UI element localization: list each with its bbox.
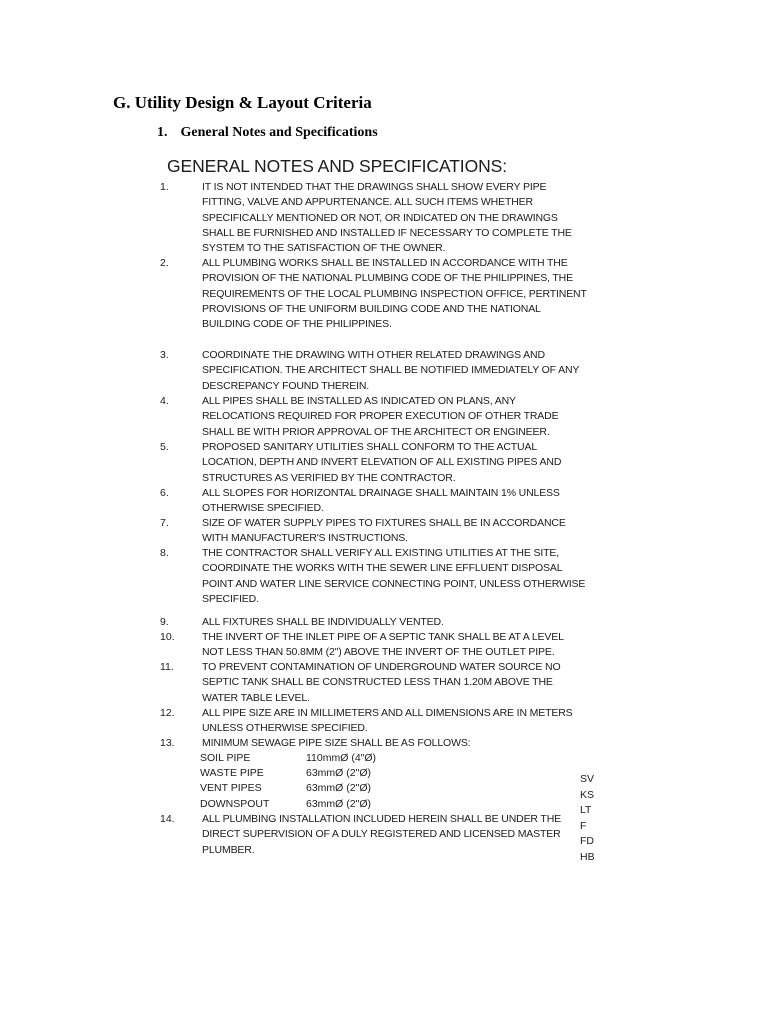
note-number: 4.	[160, 395, 169, 407]
note-number: 6.	[160, 487, 169, 499]
legend-fragment: F	[580, 819, 587, 832]
general-notes-title: GENERAL NOTES AND SPECIFICATIONS:	[167, 156, 507, 176]
note-item	[160, 546, 600, 607]
note-item	[160, 180, 600, 256]
note-text: THE CONTRACTOR SHALL VERIFY ALL EXISTING UTILITIES AT THE SITE, COORDINATE THE WORKS WITH THE SEWER LINE EFFLUENT DISPOSAL POINT AND WATER LINE SERVICE CONNECTING POINT, UNLESS OTHERWISE SPECIFIED.	[202, 547, 586, 605]
pipe-size: 63mmØ (2"Ø)	[306, 767, 371, 780]
note-number: 9.	[160, 616, 169, 628]
note-text: THE INVERT OF THE INLET PIPE OF A SEPTIC TANK SHALL BE AT A LEVEL NOT LESS THAN 50.8MM (2") ABOVE THE INVERT OF THE OUTLET PIPE.	[202, 631, 564, 659]
subsection-number: 1.	[157, 125, 168, 140]
pipe-size-table	[200, 751, 376, 812]
note-number: 8.	[160, 547, 169, 559]
note-item	[160, 516, 600, 547]
note-item	[160, 348, 600, 394]
subsection-heading	[157, 125, 378, 141]
note-text: ALL PLUMBING INSTALLATION INCLUDED HEREIN SHALL BE UNDER THE DIRECT SUPERVISION OF A DULY REGISTERED AND LICENSED MASTER PLUMBER.	[202, 813, 561, 856]
note-number: 14.	[160, 813, 175, 825]
note-number: 10.	[160, 631, 175, 643]
note-text: COORDINATE THE DRAWING WITH OTHER RELATED DRAWINGS AND SPECIFICATION. THE ARCHITECT SHALL BE NOTIFIED IMMEDIATELY OF ANY DESCREPANCY FOUND THEREIN.	[202, 349, 580, 392]
note-text: ALL PIPES SHALL BE INSTALLED AS INDICATED ON PLANS, ANY RELOCATIONS REQUIRED FOR PROPER EXECUTION OF OTHER TRADE SHALL BE WITH PRIOR APPROVAL OF THE ARCHITECT OR ENGINEER.	[202, 395, 559, 438]
note-item	[160, 706, 600, 737]
note-text: ALL PIPE SIZE ARE IN MILLIMETERS AND ALL DIMENSIONS ARE IN METERS UNLESS OTHERWISE SPECIFIED.	[202, 707, 573, 735]
pipe-size-row	[200, 797, 376, 812]
pipe-size: 110mmØ (4"Ø)	[306, 752, 377, 764]
pipe-name: SOIL PIPE	[200, 752, 251, 764]
pipe-name: VENT PIPES	[200, 782, 262, 795]
note-number: 5.	[160, 441, 169, 453]
legend-fragment: KS	[580, 788, 595, 801]
note-item	[160, 394, 600, 440]
pipe-size-row	[200, 766, 376, 781]
note-text: MINIMUM SEWAGE PIPE SIZE SHALL BE AS FOLLOWS:	[202, 737, 471, 749]
legend-fragment: LT	[580, 804, 592, 816]
legend-fragment: SV	[580, 773, 595, 785]
section-heading: G. Utility Design & Layout Criteria	[113, 93, 372, 112]
note-text: ALL PLUMBING WORKS SHALL BE INSTALLED IN ACCORDANCE WITH THE PROVISION OF THE NATIONAL PLUMBING CODE OF THE PHILIPPINES, THE REQUIREMENTS OF THE LOCAL PLUMBING INSPECTION OFFICE, PERTINENT PROVISIONS OF THE UNIFORM BUILDING CODE AND THE NATIONAL BUILDING CODE OF THE PHILIPPINES.	[202, 257, 587, 331]
cropped-legend	[580, 772, 620, 865]
note-number: 7.	[160, 517, 169, 529]
note-text: TO PREVENT CONTAMINATION OF UNDERGROUND WATER SOURCE NO SEPTIC TANK SHALL BE CONSTRUCTED LESS THAN 1.20M ABOVE THE WATER TABLE LEVEL.	[202, 661, 561, 704]
note-text: PROPOSED SANITARY UTILITIES SHALL CONFORM TO THE ACTUAL LOCATION, DEPTH AND INVERT ELEVATION OF ALL EXISTING PIPES AND STRUCTURES AS VERIFIED BY THE CONTRACTOR.	[202, 441, 562, 484]
note-text: SIZE OF WATER SUPPLY PIPES TO FIXTURES SHALL BE IN ACCORDANCE WITH MANUFACTURER'S INSTRUCTIONS.	[202, 517, 566, 545]
note-number: 12.	[160, 707, 175, 719]
pipe-size-row	[200, 751, 376, 766]
note-text: ALL SLOPES FOR HORIZONTAL DRAINAGE SHALL MAINTAIN 1% UNLESS OTHERWISE SPECIFIED.	[202, 487, 560, 515]
note-item	[160, 486, 600, 517]
note-item	[160, 615, 600, 630]
subsection-title: General Notes and Specifications	[180, 125, 378, 140]
note-item	[160, 660, 600, 706]
note-item	[160, 630, 600, 661]
note-number: 2.	[160, 257, 169, 269]
pipe-name: WASTE PIPE	[200, 767, 264, 780]
note-number: 3.	[160, 349, 169, 361]
note-item	[160, 440, 600, 486]
pipe-size: 63mmØ (2"Ø)	[306, 782, 371, 795]
legend-fragment: FD	[580, 835, 594, 847]
note-item	[160, 736, 600, 751]
pipe-name: DOWNSPOUT	[200, 797, 270, 810]
note-text: ALL FIXTURES SHALL BE INDIVIDUALLY VENTED.	[202, 616, 444, 628]
legend-fragment: HB	[580, 850, 595, 863]
note-item	[160, 256, 600, 332]
scanned-notes-image	[160, 152, 760, 872]
note-number: 1.	[160, 181, 169, 193]
note-item	[160, 812, 600, 858]
note-number: 11.	[160, 661, 174, 673]
pipe-size: 63mmØ (2"Ø)	[306, 797, 371, 810]
pipe-size-row	[200, 781, 376, 796]
note-number: 13.	[160, 737, 175, 749]
note-text: IT IS NOT INTENDED THAT THE DRAWINGS SHALL SHOW EVERY PIPE FITTING, VALVE AND APPURTENANCE. ALL SUCH ITEMS WHETHER SPECIFICALLY MENTIONED OR NOT, OR INDICATED ON THE DRAWINGS SHALL BE FURNISHED AND INSTALLED IF NECESSARY TO COMPLETE THE SYSTEM TO THE SATISFACTION OF THE OWNER.	[202, 181, 572, 255]
